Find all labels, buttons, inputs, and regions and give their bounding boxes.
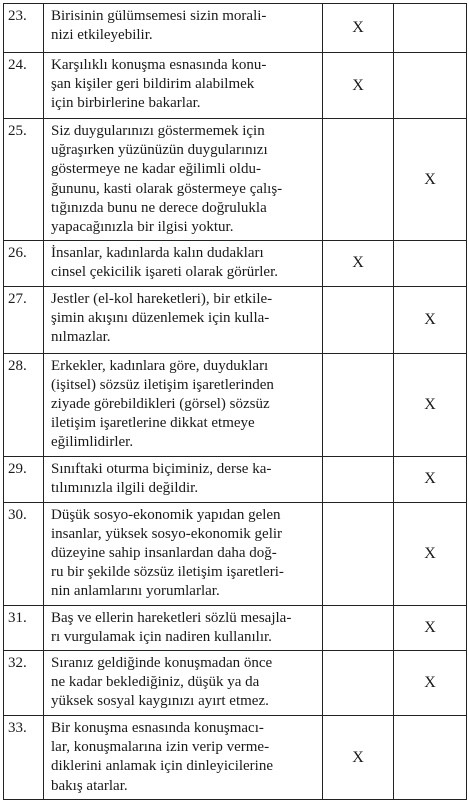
item-number: 26. [4, 241, 44, 286]
statement-line: şan kişiler geri bildirim alabilmek [51, 76, 255, 93]
statement-line: nin anlamlarını yorumlarlar. [51, 583, 220, 600]
statement-line: cinsel çekicilik işareti olarak görürler. [51, 264, 278, 281]
item-number: 30. [4, 502, 44, 605]
statement-line: yapacağınızla bir ilgisi yoktur. [51, 219, 234, 236]
true-column-mark: X [323, 716, 394, 800]
statement-line: Düşük sosyo-ekonomik yapıdan gelen [51, 506, 281, 523]
table-row [4, 456, 467, 502]
true-false-table [3, 3, 467, 800]
true-column-mark: X [323, 4, 394, 53]
statement-line: Erkekler, kadınlara göre, duydukları [51, 357, 269, 374]
statement-line: yüksek sosyal kaygınızı ayırt etmez. [51, 693, 269, 710]
item-statement [44, 241, 323, 286]
item-statement [44, 456, 323, 502]
false-column-mark [394, 4, 467, 53]
true-column-mark [323, 286, 394, 353]
statement-line: iletişim işaretlerine dikkat etmeye [51, 415, 255, 432]
statement-line: insanlar, yüksek sosyo-ekonomik gelir [51, 525, 283, 542]
statement-line: Sıranız geldiğinde konuşmadan önce [51, 655, 273, 672]
table-row [4, 605, 467, 650]
item-statement [44, 353, 323, 456]
true-column-mark [323, 456, 394, 502]
statement-line: Siz duygularınızı göstermemek için [51, 123, 265, 139]
statement-line: rı vurgulamak için nadiren kullanılır. [51, 628, 272, 645]
statement-line: Karşılıklı konuşma esnasında konu- [51, 57, 267, 73]
item-statement [44, 716, 323, 800]
item-number: 33. [4, 716, 44, 800]
statement-line: İnsanlar, kadınlarda kalın dudakları [51, 245, 264, 262]
table-row [4, 241, 467, 286]
table-row [4, 119, 467, 241]
item-number: 24. [4, 53, 44, 119]
statement-line: nizi etkileyebilir. [51, 27, 153, 44]
false-column-mark [394, 53, 467, 119]
false-column-mark: X [394, 119, 467, 241]
statement-line: ziyade görebildikleri (görsel) sözsüz [51, 396, 270, 413]
item-statement [44, 53, 323, 119]
item-statement [44, 119, 323, 241]
true-column-mark [323, 605, 394, 650]
statement-line: Bir konuşma esnasında konuşmacı- [51, 720, 264, 737]
statement-line: bakış atarlar. [51, 777, 128, 794]
statement-line: tılımınızla ilgili değildir. [51, 479, 199, 496]
item-statement [44, 605, 323, 650]
item-number: 32. [4, 651, 44, 716]
false-column-mark: X [394, 605, 467, 650]
item-number: 23. [4, 4, 44, 53]
statement-line: Jestler (el-kol hareketleri), bir etkile- [51, 290, 273, 307]
false-column-mark: X [394, 502, 467, 605]
item-statement [44, 651, 323, 716]
statement-line: lar, konuşmalarına izin verip verme- [51, 739, 270, 756]
false-column-mark [394, 241, 467, 286]
statement-line: Sınıftaki oturma biçiminiz, derse ka- [51, 460, 272, 477]
true-column-mark [323, 119, 394, 241]
statement-line: uğraşırken yüzünüzün duygularınızı [51, 142, 268, 159]
true-column-mark [323, 502, 394, 605]
statement-line: diklerini anlamak için dinleyicilerine [51, 758, 274, 775]
false-column-mark: X [394, 353, 467, 456]
item-number: 31. [4, 605, 44, 650]
table-row [4, 716, 467, 800]
table-row [4, 4, 467, 53]
statement-line: tığınızda bunu ne derece doğrulukla [51, 199, 267, 216]
item-statement [44, 502, 323, 605]
statement-line: şimin akışını düzenlemek için kulla- [51, 309, 270, 326]
true-column-mark [323, 651, 394, 716]
table-row [4, 53, 467, 119]
item-number: 28. [4, 353, 44, 456]
statement-line: ru bir şekilde sözsüz iletişim işaretleri- [51, 564, 284, 581]
item-statement [44, 286, 323, 353]
table-row [4, 502, 467, 605]
false-column-mark: X [394, 286, 467, 353]
false-column-mark: X [394, 651, 467, 716]
table-row [4, 651, 467, 716]
table-row [4, 353, 467, 456]
false-column-mark [394, 716, 467, 800]
true-column-mark: X [323, 53, 394, 119]
statement-line: Birisinin gülümsemesi sizin morali- [51, 8, 267, 24]
statement-line: eğilimlidirler. [51, 434, 134, 451]
statement-line: (işitsel) sözsüz iletişim işaretlerinden [51, 376, 274, 393]
item-statement [44, 4, 323, 53]
statement-line: için birbirlerine bakarlar. [51, 95, 201, 112]
false-column-mark: X [394, 456, 467, 502]
true-column-mark [323, 353, 394, 456]
statement-line: düzeyine sahip insanlardan daha doğ- [51, 545, 277, 562]
statement-line: ğununu, kasti olarak göstermeye çalış- [51, 180, 283, 197]
statement-line: göstermeye ne kadar eğilimli oldu- [51, 161, 261, 178]
table-row [4, 286, 467, 353]
statement-line: ne kadar beklediğiniz, düşük ya da [51, 674, 260, 691]
item-number: 27. [4, 286, 44, 353]
statement-line: nılmazlar. [51, 329, 111, 346]
item-number: 25. [4, 119, 44, 241]
true-column-mark: X [323, 241, 394, 286]
table-body [4, 4, 467, 800]
item-number: 29. [4, 456, 44, 502]
statement-line: Baş ve ellerin hareketleri sözlü mesajla- [51, 609, 292, 626]
